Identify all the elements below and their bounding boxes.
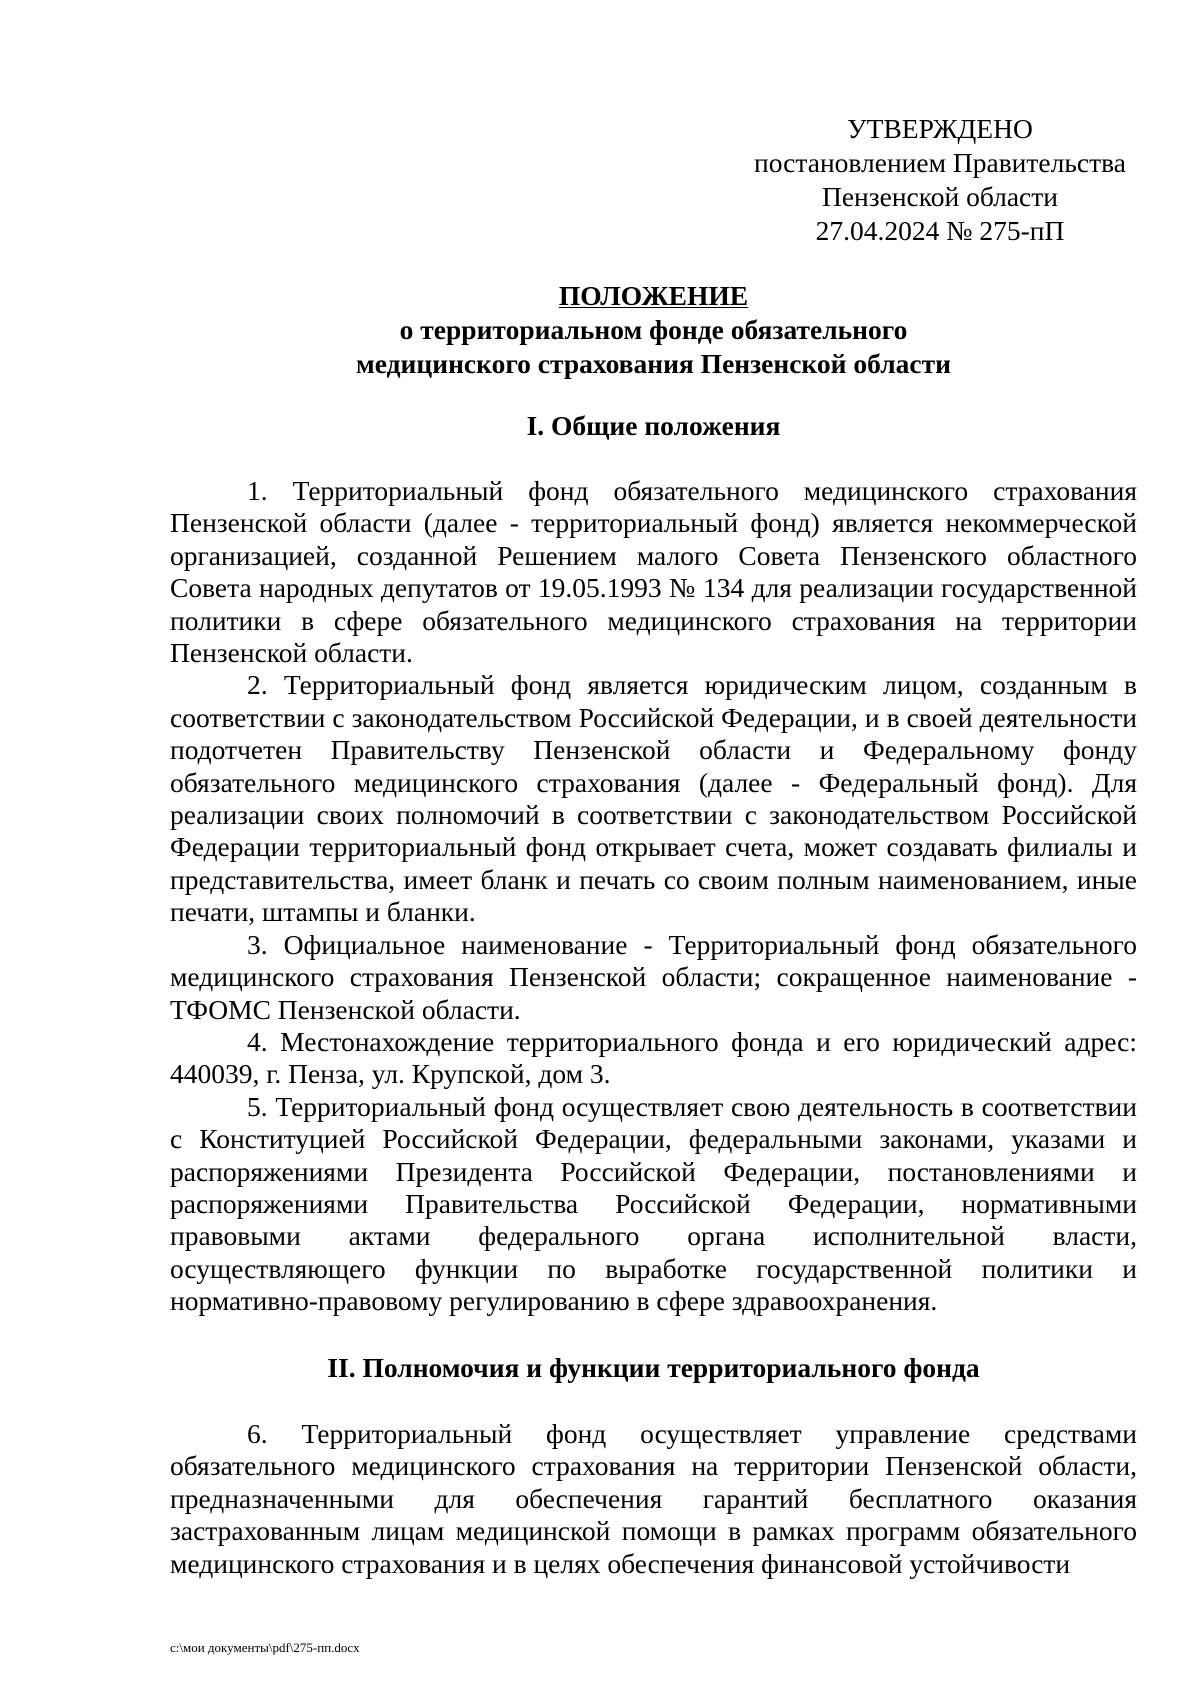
section-1-body — [170, 475, 1137, 1318]
section-2-heading: II. Полномочия и функции территориального фонда — [327, 1352, 980, 1383]
section-2-body — [170, 1418, 1137, 1580]
approval-region: Пензенской области — [821, 181, 1058, 212]
approval-stamp — [740, 112, 1140, 248]
document-title-main: ПОЛОЖЕНИЕ — [558, 280, 749, 311]
paragraph-3: 3. Официальное наименование - Территориальный фонд обязательного медицинского страхования Пензенской области; сокращенное наименование - ТФОМС Пензенской области. — [170, 928, 1137, 1025]
approval-authority: постановлением Правительства — [754, 147, 1126, 178]
document-title-line-1: о территориальном фонде обязательного — [399, 314, 908, 345]
paragraph-4: 4. Местонахождение территориального фонда и его юридический адрес: 440039, г. Пенза, ул. Крупской, дом 3. — [170, 1025, 1137, 1090]
footer-file-path: c:\мои документы\pdf\275-пп.docx — [170, 1640, 360, 1655]
document-title-line-2: медицинского страхования Пензенской области — [356, 348, 951, 379]
paragraph-2: 2. Территориальный фонд является юридическим лицом, созданным в соответствии с законодательством Российской Федерации, и в своей деятельности подотчетен Правительству Пензенской области и Федеральному фонду обязательного медицинского страхования (далее - Федеральный фонд). Для реализации своих полномочий в соответствии с законодательством Российской Федерации территориальный фонд открывает счета, может создавать филиалы и представительства, имеет бланк и печать со своим полным наименованием, иные печати, штампы и бланки. — [170, 669, 1137, 928]
paragraph-1: 1. Территориальный фонд обязательного медицинского страхования Пензенской области (далее - территориальный фонд) является некоммерческой организацией, созданной Решением малого Совета Пензенского областного Совета народных депутатов от 19.05.1993 № 134 для реализации государственной политики в сфере обязательного медицинского страхования на территории Пензенской области. — [170, 475, 1137, 669]
paragraph-5: 5. Территориальный фонд осуществляет свою деятельность в соответствии с Конституцией Российской Федерации, федеральными законами, указами и распоряжениями Президента Российской Федерации, постановлениями и распоряжениями Правительства Российской Федерации, нормативными правовыми актами федерального органа исполнительной власти, осуществляющего функции по выработке государственной политики и нормативно-правовому регулированию в сфере здравоохранения. — [170, 1090, 1137, 1317]
approval-date-number: 27.04.2024 № 275-пП — [815, 215, 1065, 246]
section-1-heading: I. Общие положения — [526, 410, 781, 441]
approval-heading: УТВЕРЖДЕНО — [847, 113, 1033, 144]
document-title — [170, 279, 1137, 381]
paragraph-6: 6. Территориальный фонд осуществляет управление средствами обязательного медицинского страхования на территории Пензенской области, предназначенными для обеспечения гарантий бесплатного оказания застрахованным лицам медицинской помощи в рамках программ обязательного медицинского страхования и в целях обеспечения финансовой устойчивости — [170, 1418, 1137, 1579]
